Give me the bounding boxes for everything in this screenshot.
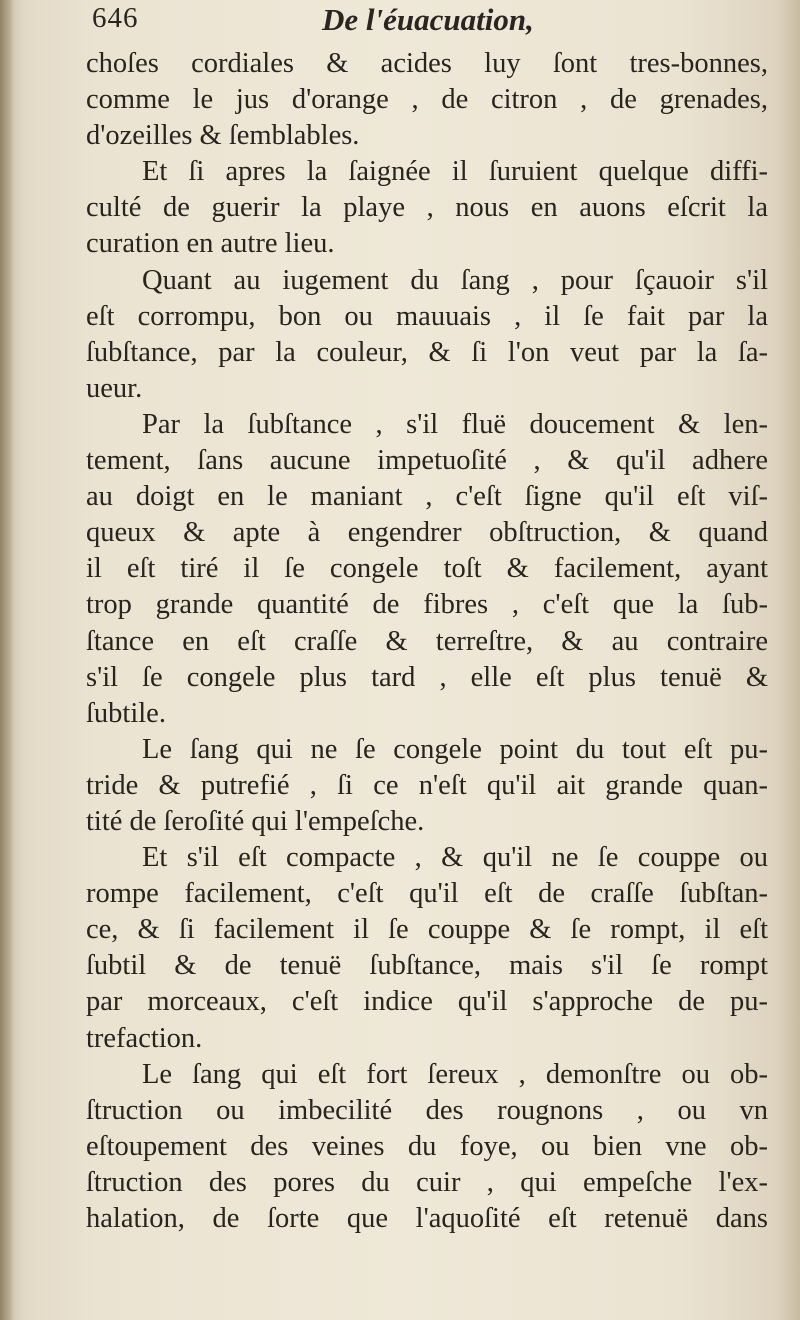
text-line: ce, & ſi facilement il ſe couppe & ſe rompt, il eſt [86,914,768,946]
text-line: choſes cordiales & acides luy ſont tres-bonnes, [86,48,768,79]
text-line: rompe facilement, c'eſt qu'il eſt de craſſe ſubſtan- [86,878,768,910]
page-header [92,2,772,42]
text-line: culté de guerir la playe , nous en auons eſcrit la [86,192,768,224]
text-line: Quant au iugement du ſang , pour ſçauoir s'il [142,264,768,296]
text-line: comme le jus d'orange , de citron , de grenades, [86,84,768,116]
page-number: 646 [92,2,139,34]
text-line: halation, de ſorte que l'aquoſité eſt retenuë dans [86,1203,768,1234]
text-line: eſtoupement des veines du foye, ou bien vne ob- [86,1130,768,1162]
text-line: Et ſi apres la ſaignée il ſuruient quelque diffi- [142,156,768,188]
text-line: Le ſang qui ne ſe congele point du tout eſt pu- [142,733,768,765]
text-line: Et s'il eſt compacte , & qu'il ne ſe couppe ou [142,842,768,874]
text-line: par morceaux, c'eſt indice qu'il s'approche de pu- [86,986,768,1018]
running-head: De l'éuacuation, [322,2,534,37]
text-line: tité de ſeroſité qui l'empeſche. [86,805,425,837]
text-line: queux & apte à engendrer obſtruction, & quand [86,517,768,549]
text-line: ſtance en eſt craſſe & terreſtre, & au contraire [86,625,768,657]
text-line: au doigt en le maniant , c'eſt ſigne qu'il eſt viſ- [86,481,768,513]
text-line: ſtruction des pores du cuir , qui empeſche l'ex- [86,1166,768,1198]
text-line: tride & putrefié , ſi ce n'eſt qu'il ait grande quan- [86,769,768,801]
text-line: d'ozeilles & ſemblables. [86,120,360,152]
text-line: s'il ſe congele plus tard , elle eſt plus tenuë & [86,661,768,693]
text-line: trefaction. [86,1022,203,1054]
text-line: curation en autre lieu. [86,228,335,260]
text-line: ſubtil & de tenuë ſubſtance, mais s'il ſe rompt [86,950,768,982]
page-gutter-shadow [0,0,14,1320]
text-line: tement, ſans aucune impetuoſité , & qu'il adhere [86,445,768,477]
text-line: ſtruction ou imbecilité des rougnons , ou vn [86,1094,768,1126]
text-line: ueur. [86,372,143,404]
text-line: il eſt tiré il ſe congele toſt & facilement, ayant [86,553,768,585]
text-line: Par la ſubſtance , s'il fluë doucement & len- [142,408,768,440]
text-line: Le ſang qui eſt fort ſereux , demonſtre ou ob- [142,1058,768,1090]
body-text [86,46,768,1237]
text-line: trop grande quantité de fibres , c'eſt que la ſub- [86,589,768,621]
text-line: ſubtile. [86,697,166,729]
text-line: eſt corrompu, bon ou mauuais , il ſe fait par la [86,300,768,332]
text-line: ſubſtance, par la couleur, & ſi l'on veut par la ſa- [86,336,768,368]
